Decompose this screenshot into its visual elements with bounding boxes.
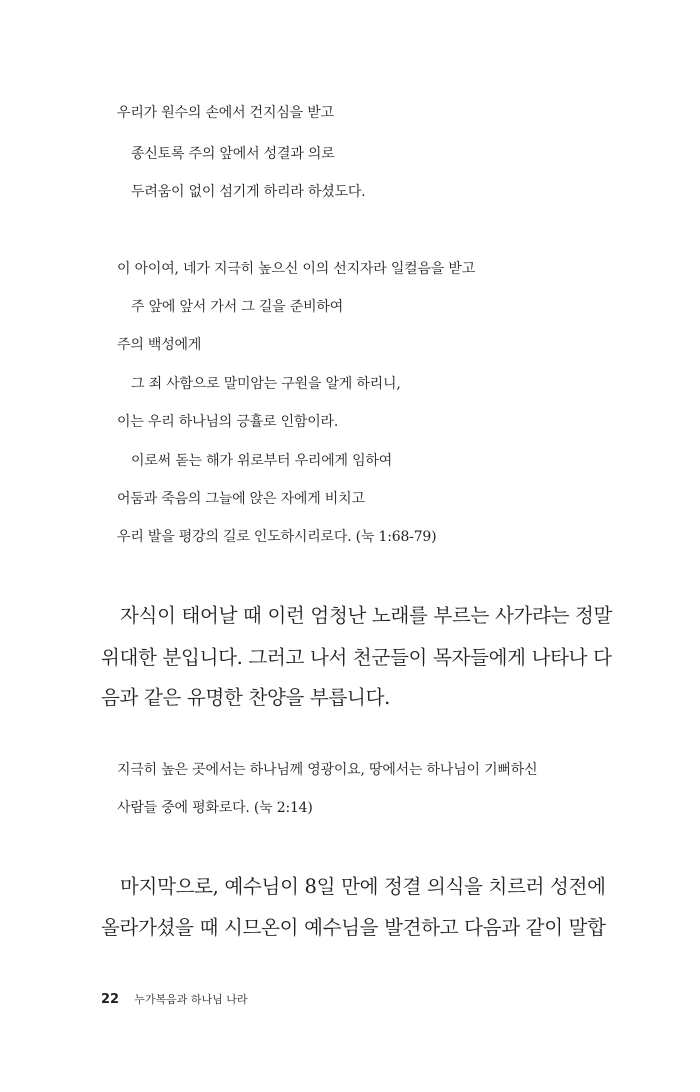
body-line: 올라가셨을 때 시므온이 예수님을 발견하고 다음과 같이 말합	[101, 916, 606, 939]
body-line: 음과 같은 유명한 찬양을 부릅니다.	[101, 686, 391, 709]
quote-line: 이로써 돋는 해가 위로부터 우리에게 임하여	[131, 453, 393, 469]
running-title: 누가복음과 하나님 나라	[134, 993, 248, 1006]
quote-line: 이는 우리 하나님의 긍휼로 인함이라.	[117, 414, 339, 430]
quote-line: 종신토록 주의 앞에서 성결과 의로	[131, 146, 335, 162]
quote-line: 주의 백성에게	[117, 337, 202, 353]
body-line: 마지막으로, 예수님이 8일 만에 정결 의식을 치르러 성전에	[120, 875, 606, 898]
page-footer	[101, 988, 247, 1007]
quote-line: 주 앞에 앞서 가서 그 길을 준비하여	[131, 299, 344, 315]
body-line: 위대한 분입니다. 그러고 나서 천군들이 목자들에게 나타나 다	[101, 646, 612, 669]
quote-line: 사람들 중에 평화로다. (눅 2:14)	[117, 800, 313, 816]
quote-line: 두려움이 없이 섬기게 하리라 하셨도다.	[131, 184, 366, 200]
quote-line: 지극히 높은 곳에서는 하나님께 영광이요, 땅에서는 하나님이 기뻐하신	[117, 762, 538, 778]
quote-line: 어둠과 죽음의 그늘에 앉은 자에게 비치고	[117, 491, 365, 507]
quote-line: 그 죄 사함으로 말미암는 구원을 알게 하리니,	[131, 376, 401, 392]
quote-line: 우리가 원수의 손에서 건지심을 받고	[117, 105, 334, 121]
quote-line: 우리 발을 평강의 길로 인도하시리로다. (눅 1:68-79)	[117, 529, 437, 545]
body-line: 자식이 태어날 때 이런 엄청난 노래를 부르는 사가랴는 정말	[120, 604, 613, 627]
quote-line: 이 아이여, 네가 지극히 높으신 이의 선지자라 일컬음을 받고	[117, 261, 476, 277]
page-number: 22	[101, 992, 120, 1007]
